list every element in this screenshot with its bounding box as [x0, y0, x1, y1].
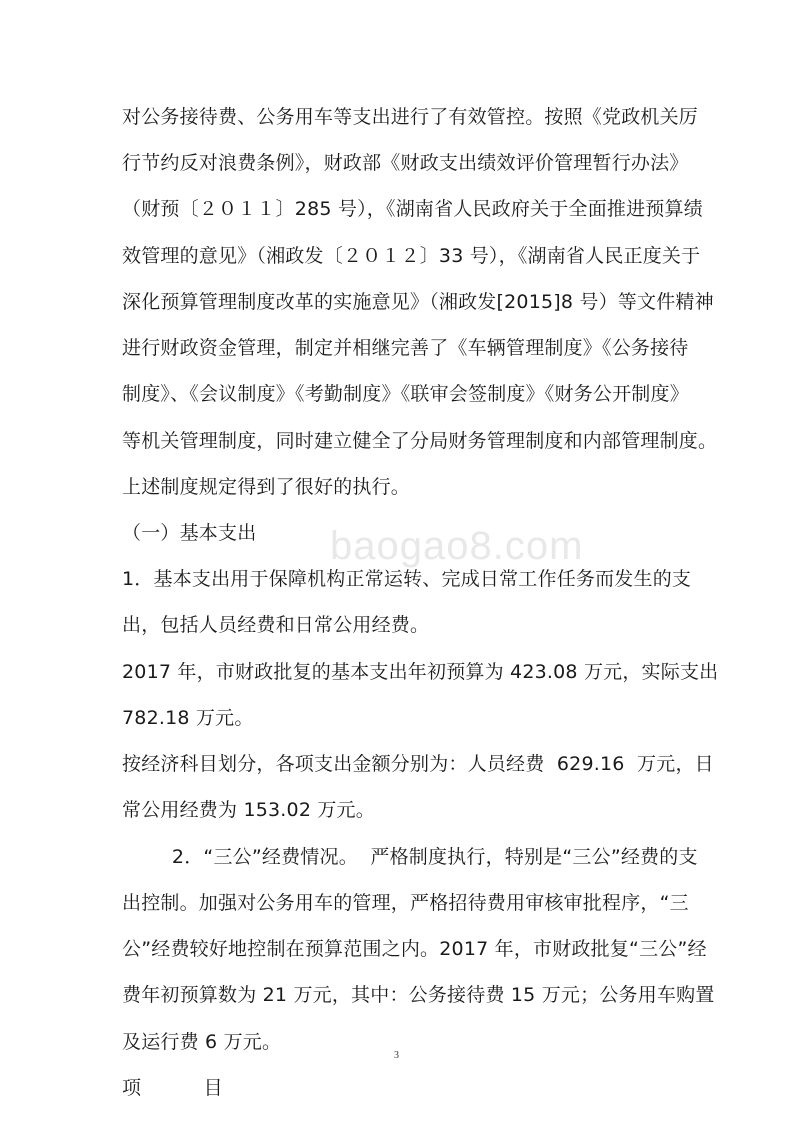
text-line: 制度》、《会议制度》《考勤制度》《联审会签制度》《财务公开制度》: [122, 383, 689, 405]
text-line: 出，包括人员经费和日常公用经费。: [122, 614, 430, 636]
text-line: 公”经费较好地控制在预算范围之内。2017 年，市财政批复“三公”经: [122, 938, 707, 960]
text-line: 按经济科目划分，各项支出金额分别为：人员经费 629.16 万元，日: [122, 753, 714, 775]
text-line: 上述制度规定得到了很好的执行。: [122, 476, 411, 498]
text-line: （财预〔２０１１〕285 号），《湖南省人民政府关于全面推进预算绩: [122, 198, 703, 220]
text-line: 深化预算管理制度改革的实施意见》（湘政发[2015]8 号）等文件精神: [122, 291, 714, 313]
text-line: 及运行费 6 万元。: [122, 1031, 282, 1053]
text-line: 效管理的意见》（湘政发〔２０１２〕33 号），《湖南省人民正度关于: [122, 245, 701, 267]
watermark: baogao8.com: [330, 524, 584, 568]
page-number: 3: [394, 1050, 399, 1061]
text-line: 出控制。加强对公务用车的管理，严格招待费用审核审批程序，“三: [122, 892, 689, 914]
text-line: 进行财政资金管理，制定并相继完善了《车辆管理制度》《公务接待: [122, 337, 689, 359]
text-line: 对公务接待费、公务用车等支出进行了有效管控。按照《党政机关厉: [122, 106, 699, 128]
text-line: 2．“三公”经费情况。 严格制度执行，特别是“三公”经费的支: [122, 846, 698, 868]
section-heading: （一）基本支出: [122, 522, 257, 544]
text-line: 行节约反对浪费条例》，财政部《财政支出绩效评价管理暂行办法》: [122, 152, 689, 174]
text-line: 费年初预算数为 21 万元，其中：公务接待费 15 万元；公务用车购置: [122, 984, 715, 1006]
text-line: 2017 年，市财政批复的基本支出年初预算为 423.08 万元，实际支出: [122, 661, 719, 683]
text-line: 常公用经费为 153.02 万元。: [122, 799, 375, 821]
text-line: 等机关管理制度，同时建立健全了分局财务管理制度和内部管理制度。: [122, 430, 718, 452]
table-header-label: 项 目: [122, 1077, 223, 1099]
text-line: 782.18 万元。: [122, 707, 254, 729]
text-line: 1．基本支出用于保障机构正常运转、完成日常工作任务而发生的支: [122, 568, 692, 590]
